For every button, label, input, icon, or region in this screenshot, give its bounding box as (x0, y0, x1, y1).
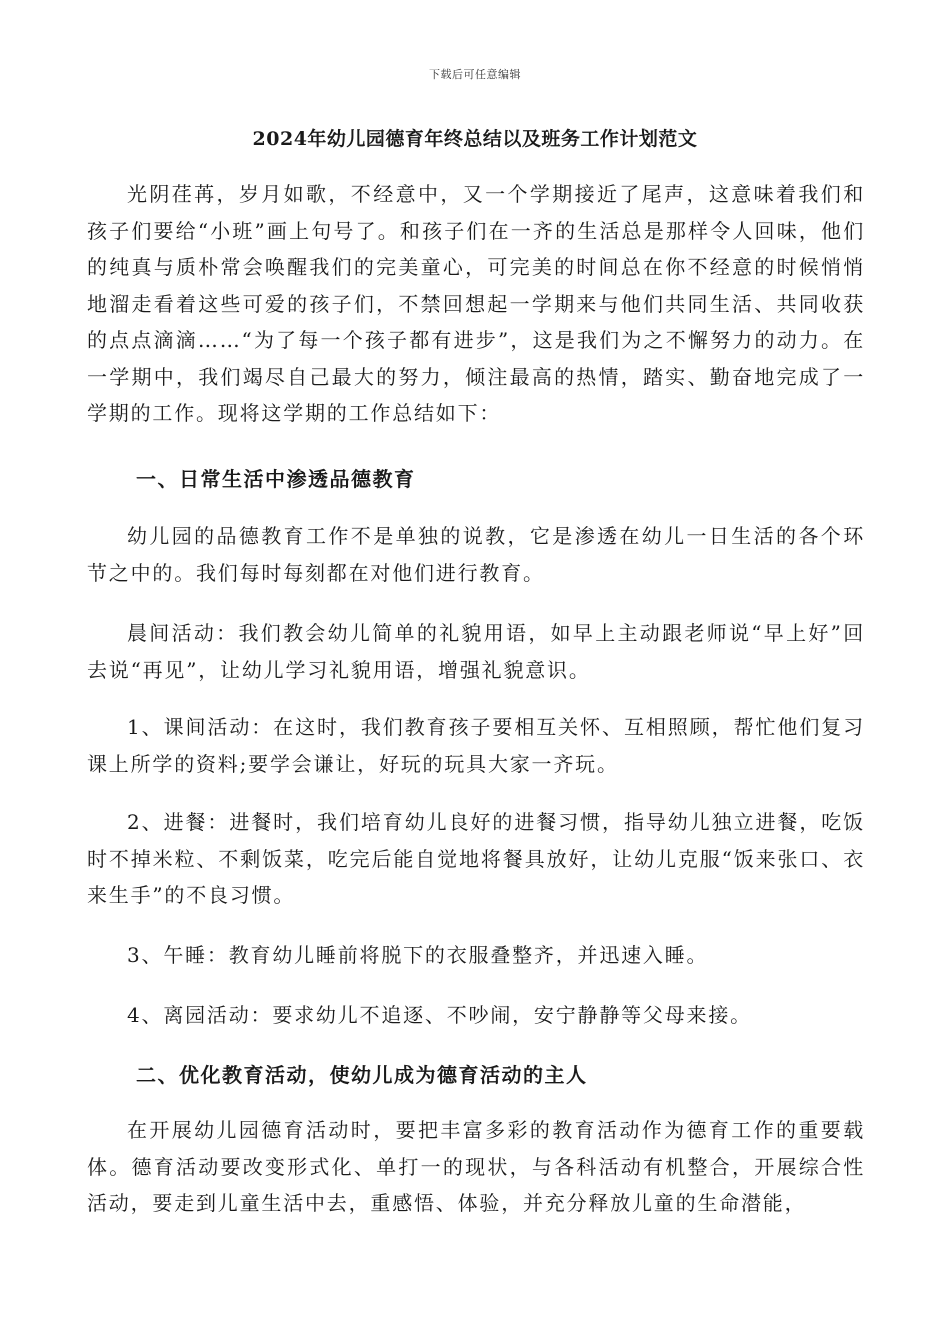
section-1-intro-paragraph: 幼儿园的品德教育工作不是单独的说教，它是渗透在幼儿一日生活的各个环节之中的。我们每时每刻都在对他们进行教育。 (87, 524, 865, 585)
morning-activity-paragraph: 晨间活动：我们教会幼儿简单的礼貌用语，如早上主动跟老师说“早上好”回去说“再见”，让幼儿学习礼貌用语，增强礼貌意识。 (87, 621, 865, 682)
section-2-heading: 二、优化教育活动，使幼儿成为德育活动的主人 (136, 1063, 588, 1087)
header-note: 下载后可任意编辑 (429, 68, 521, 81)
item-2-paragraph: 2、进餐：进餐时，我们培育幼儿良好的进餐习惯，指导幼儿独立进餐，吃饭时不掉米粒、不剩饭菜，吃完后能自觉地将餐具放好，让幼儿克服“饭来张口、衣来生手”的不良习惯。 (87, 810, 865, 907)
section-1-heading: 一、日常生活中渗透品德教育 (136, 467, 416, 491)
item-4-paragraph: 4、离园活动：要求幼儿不追逐、不吵闹，安宁静静等父母来接。 (127, 1003, 752, 1027)
section-2-intro-paragraph: 在开展幼儿园德育活动时，要把丰富多彩的教育活动作为德育工作的重要载体。德育活动要改变形式化、单打一的现状，与各科活动有机整合，开展综合性活动，要走到儿童生活中去，重感悟、体验，并充分释放儿童的生命潜能， (87, 1118, 865, 1215)
item-3-paragraph: 3、午睡：教育幼儿睡前将脱下的衣服叠整齐，并迅速入睡。 (127, 943, 709, 967)
intro-paragraph: 光阴荏苒，岁月如歌，不经意中，又一个学期接近了尾声，这意味着我们和孩子们要给“小班”画上句号了。和孩子们在一齐的生活总是那样令人回味，他们的纯真与质朴常会唤醒我们的完美童心，可完美的时间总在你不经意的时候悄悄地溜走看着这些可爱的孩子们，不禁回想起一学期来与他们共同生活、共同收获的点点滴滴……“为了每一个孩子都有进步”，这是我们为之不懈努力的动力。在一学期中，我们竭尽自己最大的努力，倾注最高的热情，踏实、勤奋地完成了一学期的工作。现将这学期的工作总结如下： (87, 182, 865, 425)
document-title: 2024年幼儿园德育年终总结以及班务工作计划范文 (252, 128, 698, 150)
item-1-paragraph: 1、课间活动：在这时，我们教育孩子要相互关怀、互相照顾，帮忙他们复习课上所学的资料;要学会谦让，好玩的玩具大家一齐玩。 (87, 715, 865, 776)
